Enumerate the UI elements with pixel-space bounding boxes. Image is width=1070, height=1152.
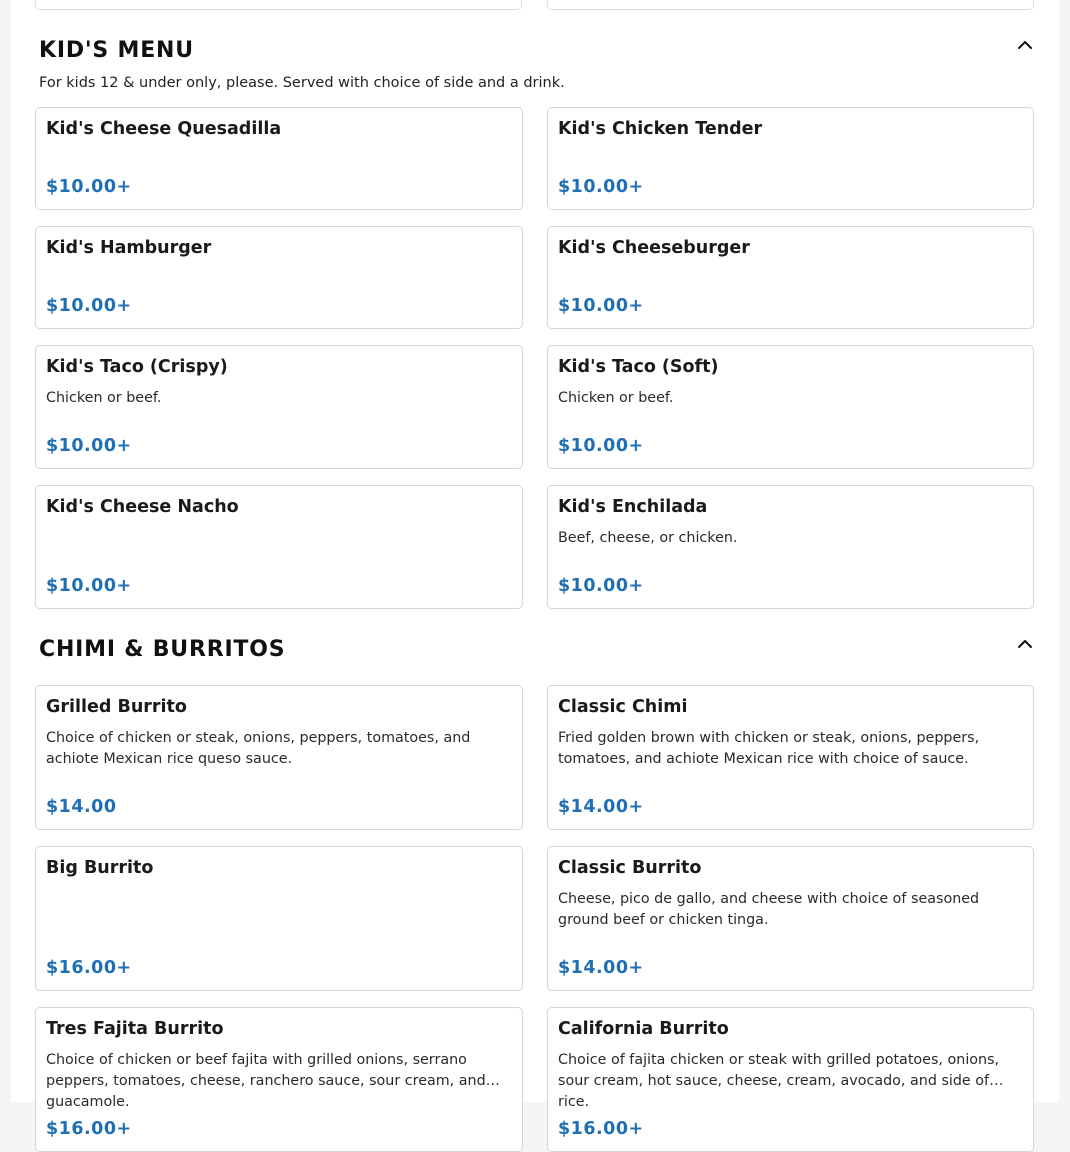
menu-items-grid [35,485,1034,609]
menu-items-grid [35,846,1034,991]
item-name: Classic Burrito [558,858,702,878]
menu-page [11,0,1059,1139]
menu-item-card[interactable] [547,107,1034,210]
item-price: $10.00+ [46,296,132,316]
item-price: $16.00+ [558,1119,644,1139]
menu-items-grid [35,107,1034,210]
item-description: Fried golden brown with chicken or steak, onions, peppers, tomatoes, and achiote Mexican rice with choice of sauce. [558,730,980,767]
item-name: Kid's Cheese Quesadilla [46,119,282,139]
menu-item-card[interactable] [547,226,1034,329]
item-name: Kid's Enchilada [558,497,708,517]
item-name: Kid's Taco (Soft) [558,357,719,377]
item-price: $10.00+ [558,296,644,316]
menu-item-card[interactable] [35,1007,523,1152]
chimi-burritos-section [11,636,1059,1139]
menu-items-grid [35,1007,1034,1152]
kids-menu-section [11,37,1059,596]
item-name: Kid's Chicken Tender [558,119,763,139]
item-name: Kid's Hamburger [46,238,212,258]
item-description: Cheese, pico de gallo, and cheese with choice of seasoned ground beef or chicken tinga. [558,891,980,928]
item-description: Chicken or beef. [558,390,674,406]
menu-items-grid [35,226,1034,329]
previous-section-cards [35,0,1034,10]
item-price: $10.00+ [558,177,644,197]
item-description: Chicken or beef. [46,390,162,406]
item-price: $16.00+ [46,958,132,978]
menu-item-card[interactable] [547,345,1034,469]
item-price: $10.00+ [558,576,644,596]
item-name: Kid's Cheeseburger [558,238,750,258]
menu-item-card[interactable] [35,685,523,830]
item-price: $14.00+ [558,797,644,817]
menu-items-grid [35,685,1034,830]
menu-item-card[interactable] [547,685,1034,830]
menu-item-card[interactable] [35,485,523,609]
menu-item-card-partial[interactable] [547,0,1034,10]
item-description: Choice of chicken or beef fajita with grilled onions, serrano peppers, tomatoes, cheese, ranchero sauce, sour cream, and guacamole. [46,1052,486,1110]
item-price: $14.00+ [558,958,644,978]
item-price: $14.00 [46,797,117,817]
menu-item-card-partial[interactable] [35,0,522,10]
section-header [11,37,1059,77]
item-name: Big Burrito [46,858,154,878]
item-price: $16.00+ [46,1119,132,1139]
menu-items-grid [35,345,1034,469]
section-title: KID'S MENU [39,38,194,63]
chevron-up-icon[interactable] [1017,37,1033,53]
chevron-up-icon[interactable] [1017,636,1033,652]
menu-item-card[interactable] [547,1007,1034,1152]
menu-item-card[interactable] [547,485,1034,609]
menu-item-card[interactable] [35,107,523,210]
item-description: Beef, cheese, or chicken. [558,530,738,546]
menu-item-card[interactable] [35,226,523,329]
item-price: $10.00+ [46,576,132,596]
item-name: California Burrito [558,1019,729,1039]
item-name: Classic Chimi [558,697,688,717]
section-title: CHIMI & BURRITOS [39,637,286,662]
section-description: For kids 12 & under only, please. Served with choice of side and a drink. [39,75,565,91]
item-description: Choice of chicken or steak, onions, peppers, tomatoes, and achiote Mexican rice queso sauce. [46,730,471,767]
menu-item-card[interactable] [547,846,1034,991]
section-header [11,636,1059,676]
item-price: $10.00+ [46,177,132,197]
item-name: Tres Fajita Burrito [46,1019,224,1039]
menu-item-card[interactable] [35,846,523,991]
item-name: Kid's Taco (Crispy) [46,357,228,377]
item-price: $10.00+ [46,436,132,456]
item-price: $10.00+ [558,436,644,456]
item-description: Choice of fajita chicken or steak with grilled potatoes, onions, sour cream, hot sauce, cheese, cream, avocado, and side of rice. [558,1052,1000,1110]
menu-item-card[interactable] [35,345,523,469]
item-name: Kid's Cheese Nacho [46,497,239,517]
item-name: Grilled Burrito [46,697,187,717]
